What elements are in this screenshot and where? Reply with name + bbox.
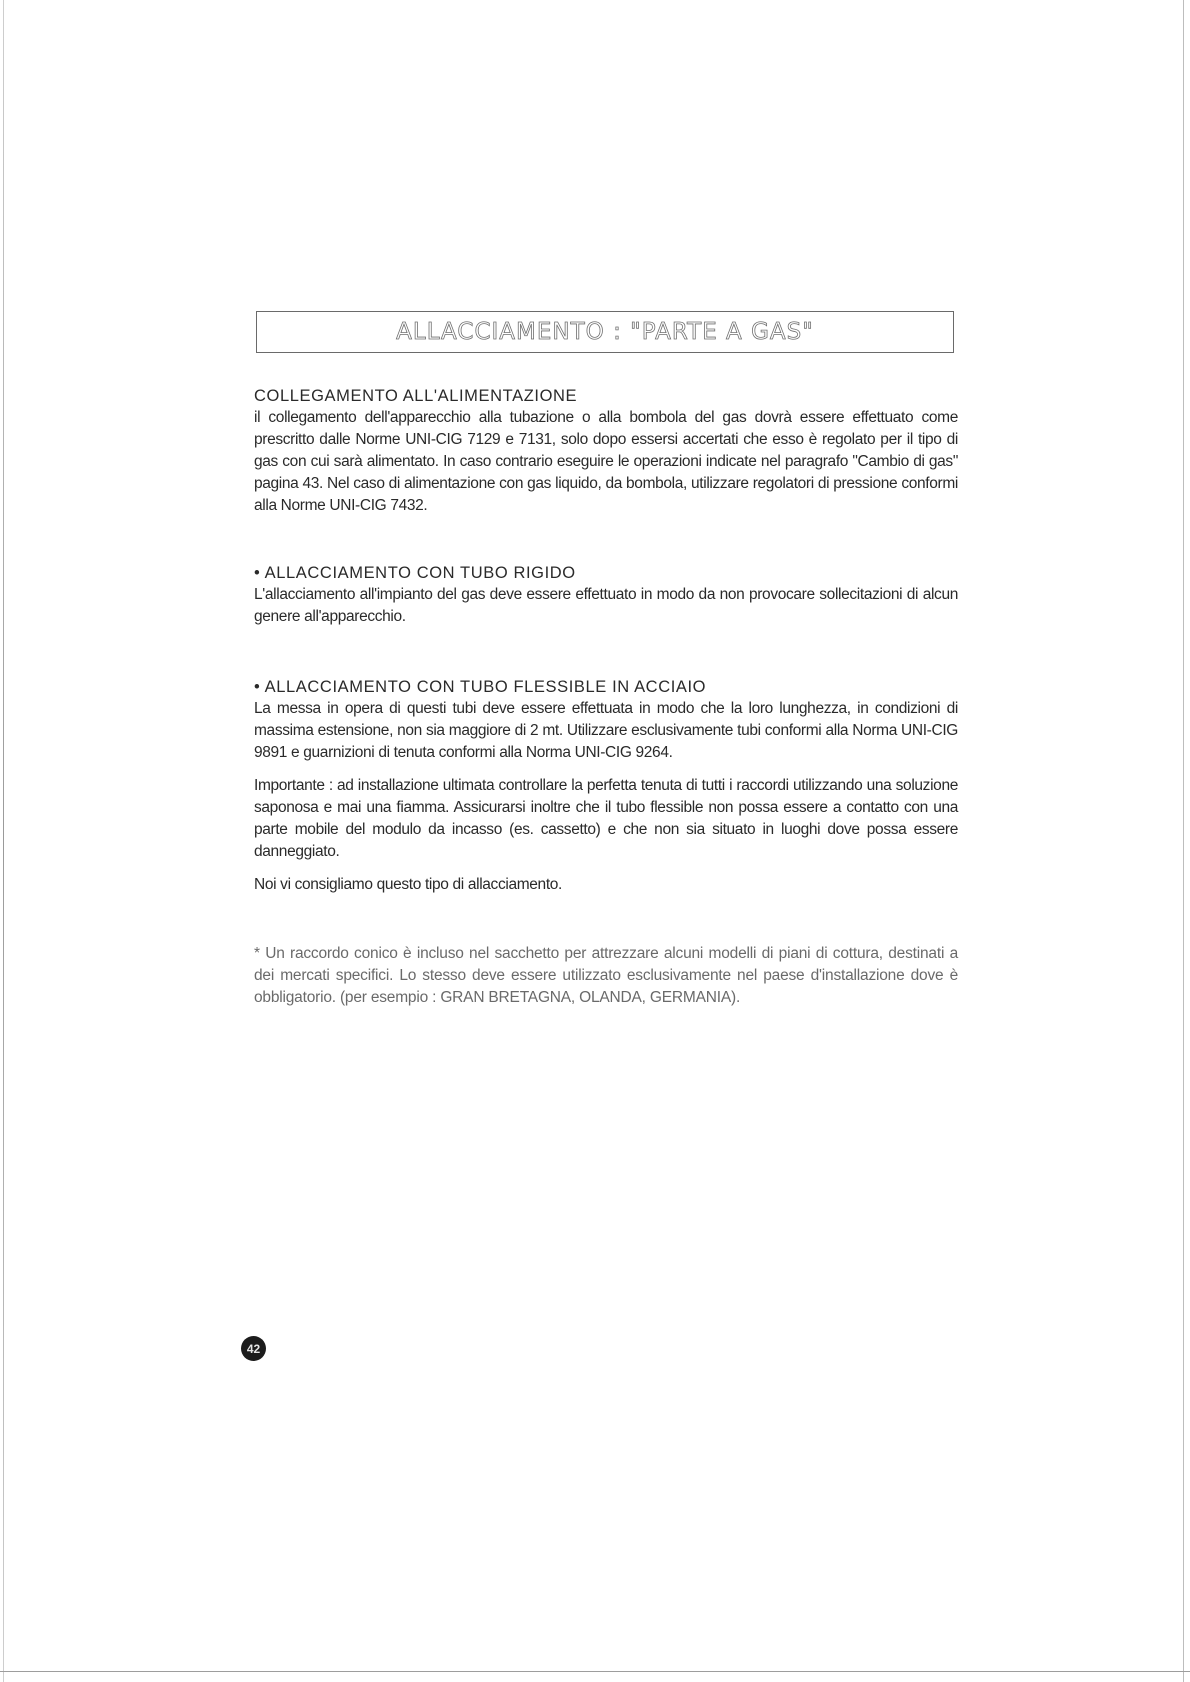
section-body-tubo-flessibile: La messa in opera di questi tubi deve essere effettuata in modo che la loro lunghezza, in condizioni di massima estensione, non sia maggiore di 2 mt. Utilizzare esclusivamente tubi conformi alla Norma UNI-CIG 9891 e guarnizioni di tenuta conformi alla Norma UNI-CIG 9264. [254, 700, 958, 761]
page-number-badge: 42 [241, 1336, 266, 1361]
section-body-alimentazione: il collegamento dell'apparecchio alla tubazione o alla bombola del gas dovrà essere effettuato come prescritto dalle Norme UNI-CIG 7129 e 7131, solo dopo essersi accertati che esso è regolato per il tipo di gas con cui sarà alimentato. In caso contrario eseguire le operazioni indicate nel paragrafo "Cambio di gas" pagina 43. Nel caso di alimentazione con gas liquido, da bombola, utilizzare regolatori di pressione conformi alla Norme UNI-CIG 7432. [254, 409, 958, 514]
document-body [254, 385, 958, 1009]
section-heading-alimentazione: COLLEGAMENTO ALL'ALIMENTAZIONE [254, 387, 578, 405]
title-box [256, 311, 954, 353]
page-title: ALLACCIAMENTO : "PARTE A GAS" [396, 319, 814, 345]
footnote: * Un raccordo conico è incluso nel sacchetto per attrezzare alcuni modelli di piani di cottura, destinati a dei mercati specifici. Lo stesso deve essere utilizzato esclusivamente nel paese d'installazione dove è obbligatorio. (per esempio : GRAN BRETAGNA, OLANDA, GERMANIA). [254, 945, 958, 1006]
page-edge-right [1183, 0, 1184, 1682]
section-heading-tubo-rigido: • ALLACCIAMENTO CON TUBO RIGIDO [254, 564, 576, 582]
page-edge-bottom [0, 1671, 1190, 1672]
important-note: Importante : ad installazione ultimata controllare la perfetta tenuta di tutti i raccordi utilizzando una soluzione saponosa e mai una fiamma. Assicurarsi inoltre che il tubo flessible non possa essere a contatto con una parte mobile del modulo da incasso (es. cassetto) e che non sia situato in luoghi dove possa essere danneggiato. [254, 777, 958, 860]
section-heading-tubo-flessibile: • ALLACCIAMENTO CON TUBO FLESSIBLE IN ACCIAIO [254, 678, 707, 696]
page-edge-left [3, 0, 4, 1682]
recommendation-text: Noi vi consigliamo questo tipo di allacciamento. [254, 876, 563, 893]
section-body-tubo-rigido: L'allacciamento all'impianto del gas deve essere effettuato in modo da non provocare sollecitazioni di alcun genere all'apparecchio. [254, 586, 958, 625]
